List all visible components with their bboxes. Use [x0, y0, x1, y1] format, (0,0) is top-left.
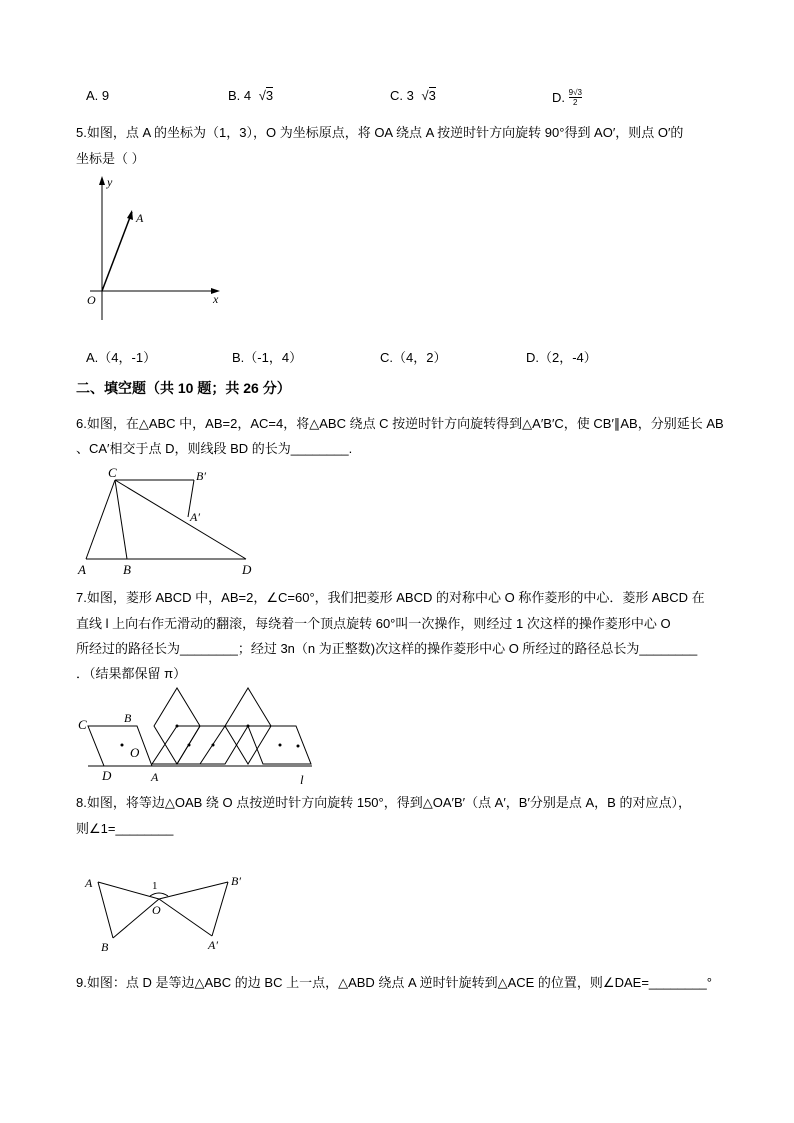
center-dot — [247, 725, 250, 728]
q7-text-line1: 7.如图，菱形 ABCD 中，AB=2，∠C=60°，我们把菱形 ABCD 的对称中心 O 称作菱形的中心．菱形 ABCD 在 — [76, 590, 705, 605]
q7-text-line3: 所经过的路径长为________；经过 3n（n 为正整数)次这样的操作菱形中心 O 所经过的路径总长为________ — [76, 641, 698, 656]
q9-text-line1: 9.如图：点 D 是等边△ABC 的边 BC 上一点，△ABD 绕点 A 逆时针旋转到△ACE 的位置，则∠DAE=________° — [76, 975, 712, 990]
q4-option-d — [552, 88, 582, 107]
q6-figure — [70, 462, 270, 582]
angle-1-arc — [150, 893, 168, 896]
label-d: D — [242, 562, 252, 577]
label-o: O — [130, 745, 140, 760]
q5-figure — [70, 170, 230, 328]
label-c: C — [78, 717, 87, 732]
x-axis-label: x — [213, 292, 219, 306]
origin-label: O — [87, 293, 96, 307]
segment-ac — [86, 480, 115, 559]
y-axis-arrow-icon — [99, 176, 105, 185]
label-l: l — [300, 772, 304, 787]
label-angle-1: 1 — [152, 880, 158, 892]
sqrt-radicand: 3 — [265, 88, 274, 103]
sqrt-sign: √ — [421, 88, 429, 103]
q5-option-d: D.（2，-4） — [526, 350, 597, 365]
segment-bpap — [212, 882, 228, 936]
q4-option-a: A. 9 — [86, 88, 110, 103]
q4-option-c — [390, 88, 436, 103]
center-dot — [176, 725, 179, 728]
q8-figure — [70, 862, 270, 957]
q8-text-line1: 8.如图，将等边△OAB 绕 O 点按逆时针方向旋转 150°，得到△OA′B′（点 A′，B′分别是点 A，B 的对应点）， — [76, 795, 691, 810]
q5-text-line2: 坐标是（ ） — [76, 151, 145, 166]
q4-option-c-label: C. 3 — [390, 88, 414, 103]
segment-oa-arrow-icon — [127, 210, 133, 220]
segment-oa — [98, 882, 159, 899]
q6-text-line1: 6.如图，在△ABC 中，AB=2，AC=4，将△ABC 绕点 C 按逆时针方向旋转得到△A′B′C，使 CB′∥AB，分别延长 AB — [76, 416, 724, 431]
label-b: B — [101, 940, 109, 954]
q7-text-line2: 直线 l 上向右作无滑动的翻滚，每绕着一个顶点旋转 60°叫一次操作，则经过 1 次这样的操作菱形中心 O — [76, 616, 671, 631]
label-a: A — [78, 562, 86, 577]
center-dot — [279, 744, 282, 747]
q5-option-a: A.（4，-1） — [86, 350, 157, 365]
label-a: A — [151, 770, 159, 784]
q5-text-line1: 5.如图，点 A 的坐标为（1，3），O 为坐标原点，将 OA 绕点 A 按逆时针方向旋转 90°得到 AO′，则点 O′的 — [76, 125, 684, 140]
sqrt-radicand: 3 — [428, 88, 436, 103]
q4-option-b-label: B. 4 — [228, 88, 252, 103]
q7-text-line4: ．（结果都保留 π） — [76, 666, 187, 681]
sqrt-sign: √ — [258, 88, 266, 103]
segment-oa — [102, 212, 132, 291]
q8-text-line2: 则∠1=________ — [76, 821, 174, 836]
fraction-denominator: 2 — [573, 98, 578, 107]
label-b: B — [124, 711, 132, 725]
point-a-label: A — [136, 211, 144, 225]
q6-text-line2: 、CA′相交于点 D，则线段 BD 的长为________. — [76, 441, 353, 456]
label-o: O — [152, 903, 161, 917]
center-dot — [212, 744, 215, 747]
center-dot — [121, 744, 124, 747]
label-b-prime: B′ — [231, 874, 241, 888]
center-dot — [297, 745, 300, 748]
rhombus-1 — [88, 726, 152, 766]
q4-option-b — [228, 88, 273, 103]
q5-option-b: B.（-1，4） — [232, 350, 303, 365]
label-a-prime: A′ — [208, 938, 218, 952]
segment-cd — [115, 480, 246, 559]
label-d: D — [102, 768, 112, 783]
fraction — [569, 88, 582, 107]
label-a: A — [85, 876, 93, 890]
center-dot — [188, 744, 191, 747]
q4-option-d-label: D. — [552, 90, 565, 105]
y-axis-label: y — [107, 175, 113, 189]
segment-oap — [159, 899, 212, 936]
q5-option-c: C.（4，2） — [380, 350, 447, 365]
segment-ab — [98, 882, 113, 938]
fraction-numerator: 9√3 — [568, 88, 582, 97]
label-c: C — [108, 465, 117, 480]
segment-cb — [115, 480, 127, 559]
segment-obp — [159, 882, 228, 899]
label-a-prime: A′ — [190, 510, 200, 524]
q7-figure — [70, 682, 330, 790]
label-b-prime: B′ — [196, 469, 206, 483]
section-title: 二、填空题（共 10 题；共 26 分） — [76, 380, 291, 396]
label-b: B — [123, 562, 131, 577]
